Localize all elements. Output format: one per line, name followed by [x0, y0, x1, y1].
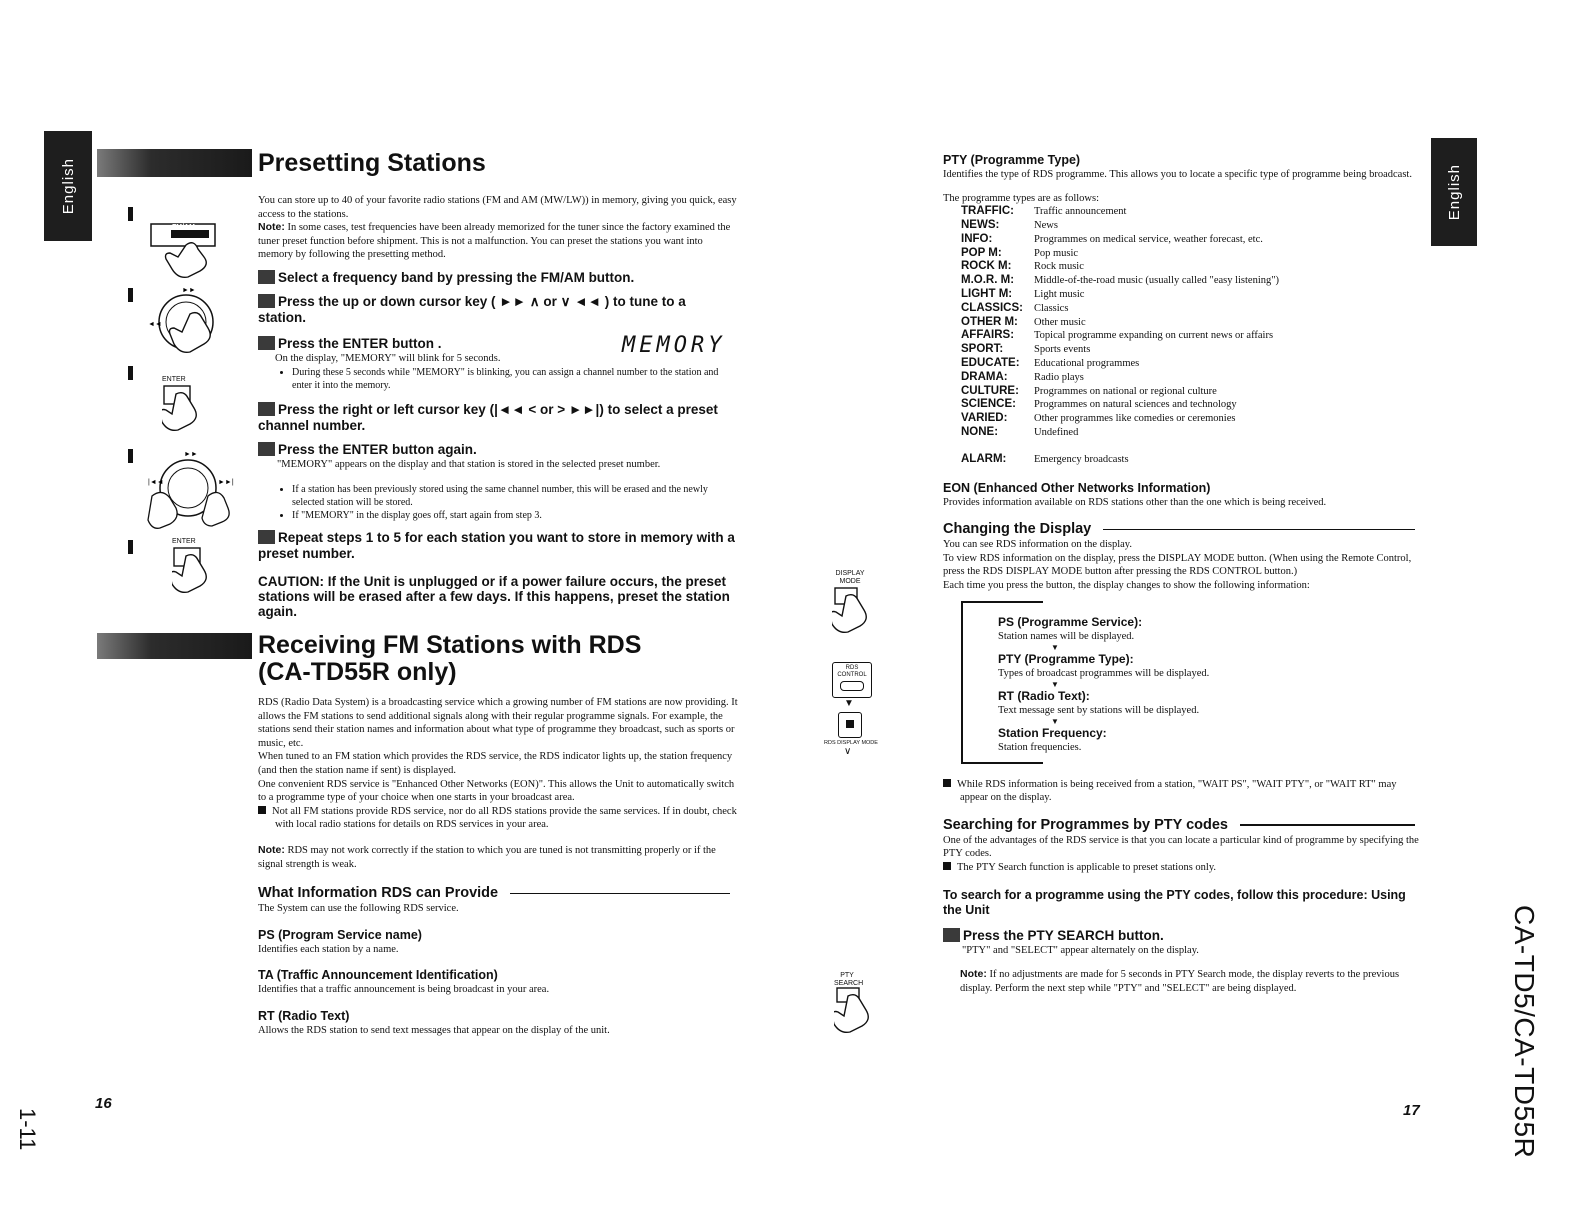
remote-buttons-illustration: RDS CONTROL ▼ RDS DISPLAY MODE ∨: [822, 660, 880, 760]
rds-note: Note: RDS may not work correctly if the station to which you are tuned is not transmitting properly or if the signal strength is weak.: [258, 843, 716, 870]
pty-search-button-illustration: PTY SEARCH: [834, 972, 896, 1038]
margin-code-left: 1-11: [15, 1108, 40, 1151]
page-title-presetting: Presetting Stations: [258, 149, 486, 177]
page-number-right: 17: [1403, 1102, 1420, 1119]
chevron-down-icon: ∨: [844, 746, 852, 757]
step-number-box: [943, 928, 960, 942]
pty-type-row: NEWS: News: [961, 218, 1058, 231]
search-paragraph-2: The PTY Search function is applicable to preset stations only.: [943, 861, 1421, 875]
what-info-heading: What Information RDS can Provide: [258, 885, 730, 902]
eon-text: Provides information available on RDS stations other than the one which is being received.: [943, 496, 1327, 508]
sequence-bottom-bracket: [963, 762, 1043, 764]
arrow-down-icon: ▼: [1051, 642, 1059, 652]
pty-type-row: CULTURE: Programmes on national or regional culture: [961, 384, 1217, 397]
svg-text:|◄◄: |◄◄: [148, 479, 164, 486]
right-page-content: [943, 153, 1421, 995]
pty-type-row: AFFAIRS: Topical programme expanding on current news or affairs: [961, 329, 1274, 342]
bullet-square: [943, 862, 951, 870]
fmam-button-illustration: [150, 221, 218, 281]
presetting-content: [258, 194, 740, 619]
rt-heading: RT (Radio Text): [258, 1008, 350, 1023]
eon-heading: EON (Enhanced Other Networks Information): [943, 480, 1211, 495]
pty-type-row: VARIED: Other programmes like comedies or ceremonies: [961, 412, 1236, 425]
step-marker-1: [128, 207, 133, 221]
search-step-1-text: "PTY" and "SELECT" appear alternately on the display.: [962, 945, 1199, 957]
enter-button-illustration: ENTER: [162, 376, 222, 432]
rds-display-mode-button: [838, 712, 862, 738]
pty-type-row: SCIENCE: Programmes on natural sciences and technology: [961, 398, 1237, 411]
bullet-square: [258, 806, 266, 814]
presetting-step-3-row: [258, 332, 740, 392]
step-marker-5: [128, 540, 133, 554]
presetting-step-6: Repeat steps 1 to 5 for each station you want to store in memory with a preset number.: [258, 530, 735, 562]
page-title-rds: Receiving FM Stations with RDS (CA-TD55R only): [258, 631, 642, 686]
what-info-text: The System can use the following RDS service.: [258, 903, 459, 915]
margin-code-right: CA-TD5/CA-TD55R: [1509, 905, 1540, 1159]
wait-note: While RDS information is being received from a station, "WAIT PS", "WAIT PTY", or "WAIT RT" may appear on the display.: [943, 778, 1421, 805]
search-paragraph-1: One of the advantages of the RDS service is that you can locate a particular kind of programme by specifying the PTY codes.: [943, 834, 1419, 860]
step-marker-4: [128, 449, 133, 463]
presetting-step-5-text: "MEMORY" appears on the display and that station is stored in the selected preset number.: [277, 458, 661, 470]
display-sequence: PS (Programme Service): Station names will be displayed. ▼ PTY (Programme Type): Types of broadcast programmes will be displayed. ▼ RT (Radio Text): Text message sent by stations will be displayed. ▼ Station Frequency: Station frequencies.: [961, 601, 1258, 764]
presetting-step-3-text: On the display, "MEMORY" will blink for 5 seconds.: [275, 352, 501, 364]
svg-text:►►|: ►►|: [218, 479, 234, 486]
pty-types-list: [943, 205, 1421, 466]
changing-display-heading: Changing the Display: [943, 521, 1415, 538]
rds-paragraph-2: When tuned to an FM station which provides the RDS service, the RDS indicator lights up, the station frequency (and then the station name if sent) is displayed.: [258, 751, 733, 776]
arrow-down-icon: ▼: [1051, 716, 1059, 726]
ta-heading: TA (Traffic Announcement Identification): [258, 968, 498, 983]
ps-text: Identifies each station by a name.: [258, 943, 399, 955]
rds-paragraph-4: Not all FM stations provide RDS service, nor do all RDS stations provide the same services. If in doubt, check with local radio stations for details on RDS services in your area.: [258, 805, 740, 832]
heading-rule: [1240, 824, 1415, 826]
pty-type-row: NONE: Undefined: [961, 425, 1079, 438]
display-mode-button-illustration: DISPLAY MODE: [832, 570, 894, 646]
ps-heading: PS (Program Service name): [258, 927, 422, 942]
rt-text: Allows the RDS station to send text messages that appear on the display of the unit.: [258, 1024, 610, 1036]
pty-heading: PTY (Programme Type): [943, 153, 1081, 167]
presetting-notes-list: • If a station has been previously stored using the same channel number, this will be erased and the newly selected station will be stored. • If "MEMORY" in the display goes off, start again from step 3.: [258, 483, 740, 522]
display-paragraph-1: You can see RDS information on the display.: [943, 539, 1132, 551]
pty-type-row: ROCK M: Rock music: [961, 260, 1084, 273]
cursor-key-illustration: [148, 286, 224, 364]
pty-types-intro: The programme types are as follows:: [943, 192, 1099, 204]
heading-rule: [510, 893, 730, 895]
arrow-down-icon: ▼: [844, 698, 854, 709]
pty-type-row: POP M: Pop music: [961, 246, 1079, 259]
pty-type-row: EDUCATE: Educational programmes: [961, 356, 1140, 369]
display-paragraph-2: To view RDS information on the display, press the DISPLAY MODE button. (When using the Remote Control, press the RDS DISPLAY MODE button after pressing the RDS CONTROL button.): [943, 552, 1412, 578]
rds-content: [258, 696, 740, 1038]
pty-type-row: M.O.R. M: Middle-of-the-road music (usually called "easy listening"): [961, 274, 1280, 287]
arrow-down-icon: ▼: [1051, 679, 1059, 689]
page-number-left: 16: [95, 1095, 112, 1112]
presetting-intro: You can store up to 40 of your favorite radio stations (FM and AM (MW/LW)) in memory, giving you quick, easy access to the stations.: [258, 195, 737, 220]
pty-type-row: LIGHT M: Light music: [961, 287, 1085, 300]
rds-control-button: RDS CONTROL: [832, 662, 872, 698]
presetting-note: Note: In some cases, test frequencies have been already memorized for the tuner since the factory examined the tuner preset function before shipment. This is not a malfunction. You can preset the stations you want into memory by following the presetting method.: [258, 221, 731, 261]
pty-type-row: SPORT: Sports events: [961, 343, 1091, 356]
pty-type-row: INFO: Programmes on medical service, weather forecast, etc.: [961, 232, 1263, 245]
svg-text:►►: ►►: [184, 451, 198, 458]
bullet-square: [943, 779, 951, 787]
step-number-box: [258, 294, 275, 308]
memory-display-readout: MEMORY: [622, 332, 726, 358]
pty-type-row: TRAFFIC: Traffic announcement: [961, 205, 1127, 218]
step-number-box: [258, 270, 275, 284]
rds-paragraph-1: RDS (Radio Data System) is a broadcasting service which a growing number of FM stations are now providing. It allows the FM stations to send additional signals along with their regular programme signals. For example, the stations send their station names and information about what type of programme they broadcast, such as sports or music, etc.: [258, 697, 738, 749]
step-number-box: [258, 442, 275, 456]
svg-text:►►: ►►: [182, 287, 196, 294]
presetting-step-1: Select a frequency band by pressing the FM/AM button.: [258, 270, 740, 286]
section-bar-presetting: [97, 149, 252, 177]
ta-text: Identifies that a traffic announcement is being broadcast in your area.: [258, 984, 550, 996]
step-number-box: [258, 402, 275, 416]
presetting-step-5: Press the ENTER button again.: [258, 442, 740, 458]
step-marker-2: [128, 288, 133, 302]
pty-text: Identifies the type of RDS programme. This allows you to locate a specific type of programme being broadcast.: [943, 169, 1412, 180]
pty-type-row: OTHER M: Other music: [961, 315, 1086, 328]
section-bar-rds: [97, 633, 252, 659]
search-note: Note: If no adjustments are made for 5 seconds in PTY Search mode, the display reverts to the previous display. Perform the next step while "PTY" and "SELECT" are being displayed.: [960, 968, 1400, 994]
language-tab-left: English: [44, 131, 92, 241]
pty-type-row: DRAMA: Radio plays: [961, 370, 1084, 383]
presetting-caution: CAUTION: If the Unit is unplugged or if a power failure occurs, the preset stations will be erased after a few days. If this happens, preset the station again.: [258, 574, 730, 620]
step-marker-3: [128, 366, 133, 380]
svg-text:◄◄: ◄◄: [148, 321, 162, 328]
searching-heading: Searching for Programmes by PTY codes: [943, 817, 1415, 834]
pty-type-row-alarm: ALARM: Emergency broadcasts: [961, 452, 1129, 465]
rds-paragraph-3: One convenient RDS service is "Enhanced Other Networks (EON)". This allows the Unit to automatically switch to a programme type of your choice when one starts in your broadcast area.: [258, 778, 735, 804]
pty-type-row: CLASSICS: Classics: [961, 301, 1069, 314]
language-tab-right: English: [1431, 138, 1477, 246]
step-number-box: [258, 530, 275, 544]
display-paragraph-3: Each time you press the button, the display changes to show the following information:: [943, 579, 1310, 591]
search-step-1: Press the PTY SEARCH button.: [943, 928, 1421, 944]
presetting-step-3: Press the ENTER button .: [258, 336, 740, 352]
enter-button-illustration-2: ENTER: [172, 538, 232, 596]
heading-rule: [1103, 529, 1415, 531]
presetting-step-4: Press the right or left cursor key (|◄◄ < or > ►►|) to select a preset channel number.: [258, 401, 718, 433]
presetting-step-2: Press the up or down cursor key ( ►► ∧ or ∨ ◄◄ ) to tune to a station.: [258, 293, 686, 325]
presetting-step-3-bullets: • During these 5 seconds while "MEMORY" is blinking, you can assign a channel number to the station and enter it into the memory.: [258, 366, 740, 392]
cursor-key-illustration-2: [144, 450, 236, 532]
fmam-label: FM/AM: [172, 224, 195, 231]
sequence-top-bracket: [963, 601, 1043, 603]
step-number-box: [258, 336, 275, 350]
search-procedure-heading: To search for a programme using the PTY codes, follow this procedure: Using the Unit: [943, 888, 1406, 918]
